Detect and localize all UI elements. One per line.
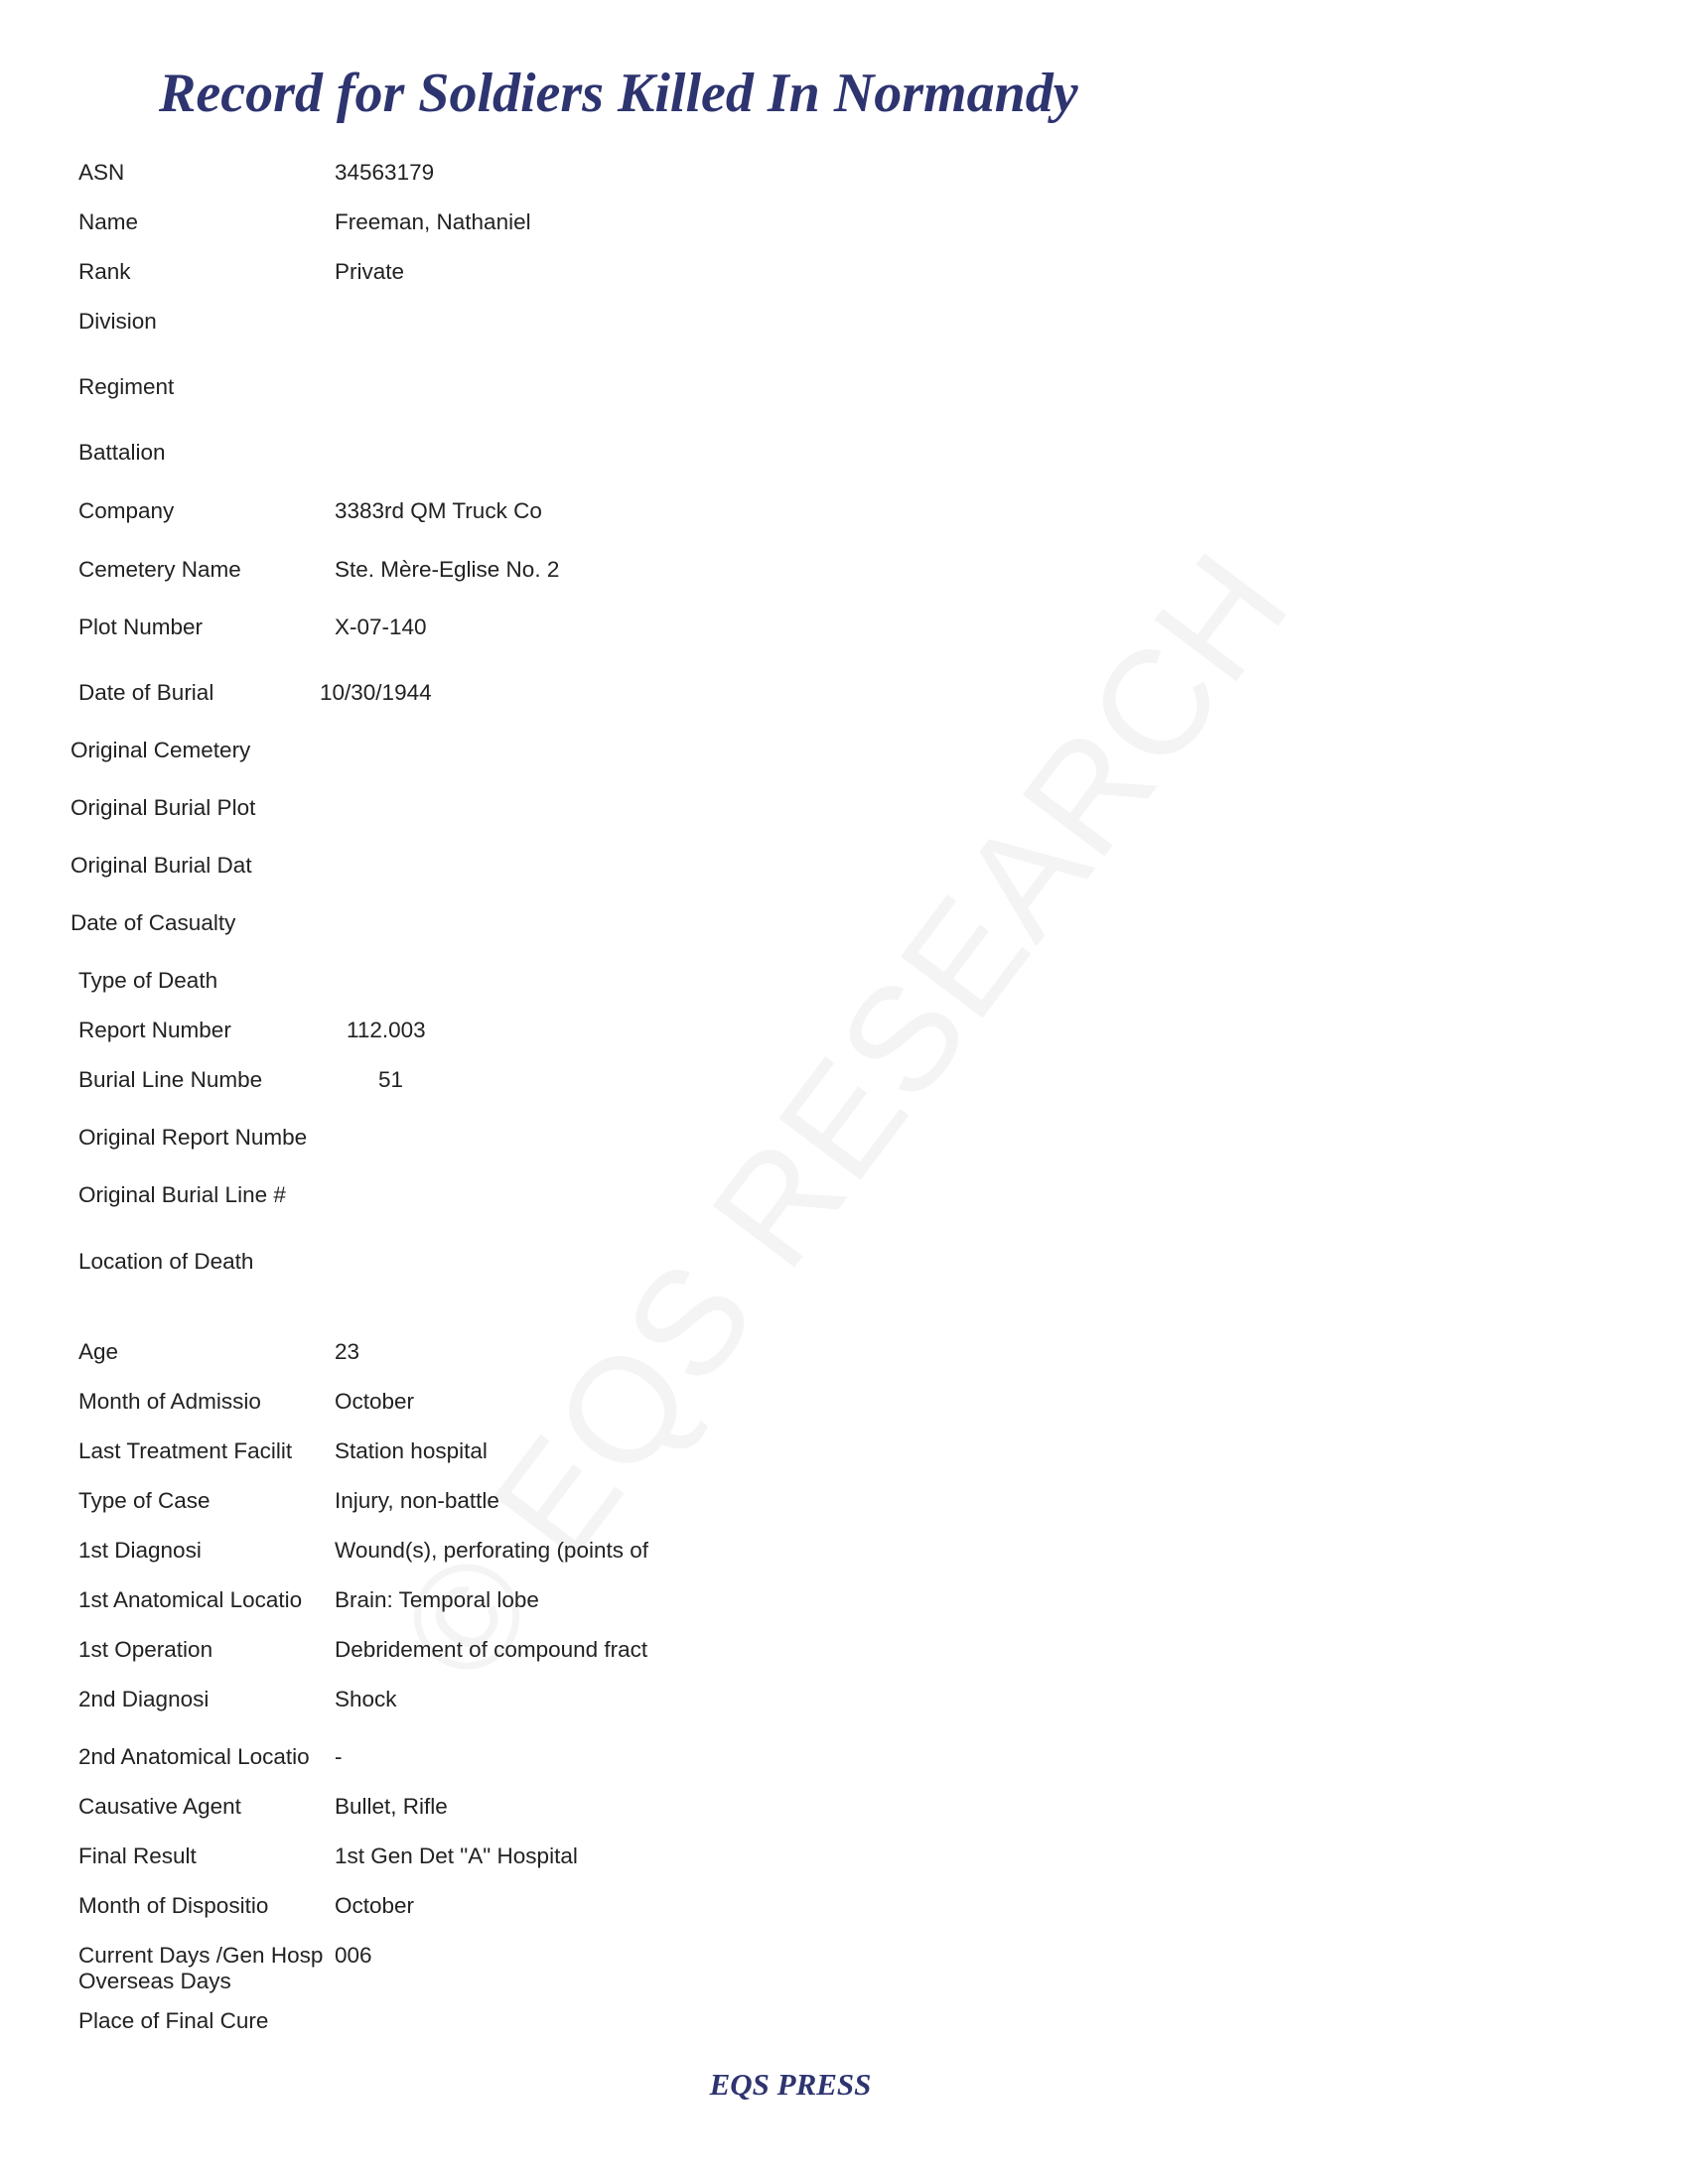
date-of-burial-label: Date of Burial: [78, 680, 214, 705]
division-label: Division: [78, 309, 157, 334]
regiment-label: Regiment: [78, 374, 175, 399]
second-anatomical-location-label: 2nd Anatomical Locatio: [78, 1744, 310, 1769]
page-title: Record for Soldiers Killed In Normandy: [159, 63, 1078, 124]
burial-line-number-label: Burial Line Numbe: [78, 1067, 263, 1092]
type-of-death-label: Type of Death: [78, 968, 218, 993]
causative-agent-label: Causative Agent: [78, 1794, 241, 1819]
original-burial-line-label: Original Burial Line #: [78, 1182, 286, 1207]
month-of-admission-label: Month of Admissio: [78, 1389, 261, 1414]
company-value: 3383rd QM Truck Co: [335, 498, 542, 523]
month-of-admission-value: October: [335, 1389, 415, 1414]
cemetery-name-label: Cemetery Name: [78, 557, 241, 582]
rank-value: Private: [335, 259, 405, 284]
watermark: [365, 521, 1323, 1712]
last-treatment-facility-value: Station hospital: [335, 1438, 488, 1463]
original-burial-plot-label: Original Burial Plot: [70, 795, 256, 820]
asn-label: ASN: [78, 160, 125, 185]
current-days-label: Current Days /Gen Hosp: [78, 1943, 324, 1968]
burial-line-number-value: 51: [378, 1067, 404, 1092]
last-treatment-facility-label: Last Treatment Facilit: [78, 1438, 293, 1463]
original-report-number-label: Original Report Numbe: [78, 1125, 308, 1150]
name-value: Freeman, Nathaniel: [335, 209, 531, 234]
location-of-death-label: Location of Death: [78, 1249, 254, 1274]
month-of-disposition-label: Month of Dispositio: [78, 1893, 269, 1918]
plot-number-label: Plot Number: [78, 614, 204, 639]
type-of-case-value: Injury, non-battle: [335, 1488, 499, 1513]
current-days-value: 006: [335, 1943, 372, 1968]
first-diagnosis-value: Wound(s), perforating (points of: [335, 1538, 648, 1563]
second-diagnosis-value: Shock: [335, 1687, 397, 1711]
final-result-label: Final Result: [78, 1843, 197, 1868]
type-of-case-label: Type of Case: [78, 1488, 211, 1513]
month-of-disposition-value: October: [335, 1893, 415, 1918]
age-label: Age: [78, 1339, 119, 1364]
place-of-final-cure-label: Place of Final Cure: [78, 2008, 269, 2033]
report-number-value: 112.003: [347, 1018, 426, 1042]
final-result-value: 1st Gen Det "A" Hospital: [335, 1843, 578, 1868]
age-value: 23: [335, 1339, 360, 1364]
date-of-casualty-label: Date of Casualty: [70, 910, 236, 935]
second-diagnosis-label: 2nd Diagnosi: [78, 1687, 210, 1711]
rank-label: Rank: [78, 259, 131, 284]
asn-value: 34563179: [335, 160, 435, 185]
battalion-label: Battalion: [78, 440, 166, 465]
plot-number-value: X-07-140: [335, 614, 427, 639]
cemetery-name-value: Ste. Mère-Eglise No. 2: [335, 557, 560, 582]
first-operation-value: Debridement of compound fract: [335, 1637, 648, 1662]
name-label: Name: [78, 209, 139, 234]
causative-agent-value: Bullet, Rifle: [335, 1794, 448, 1819]
original-cemetery-label: Original Cemetery: [70, 738, 251, 762]
second-anatomical-location-value: -: [335, 1744, 343, 1769]
first-anatomical-location-value: Brain: Temporal lobe: [335, 1587, 539, 1612]
first-diagnosis-label: 1st Diagnosi: [78, 1538, 202, 1563]
company-label: Company: [78, 498, 175, 523]
date-of-burial-value: 10/30/1944: [320, 680, 432, 705]
original-burial-date-label: Original Burial Dat: [70, 853, 252, 878]
report-number-label: Report Number: [78, 1018, 231, 1042]
first-anatomical-location-label: 1st Anatomical Locatio: [78, 1587, 303, 1612]
footer-publisher: EQS PRESS: [709, 2067, 872, 2102]
first-operation-label: 1st Operation: [78, 1637, 213, 1662]
overseas-days-label: Overseas Days: [78, 1969, 231, 1993]
